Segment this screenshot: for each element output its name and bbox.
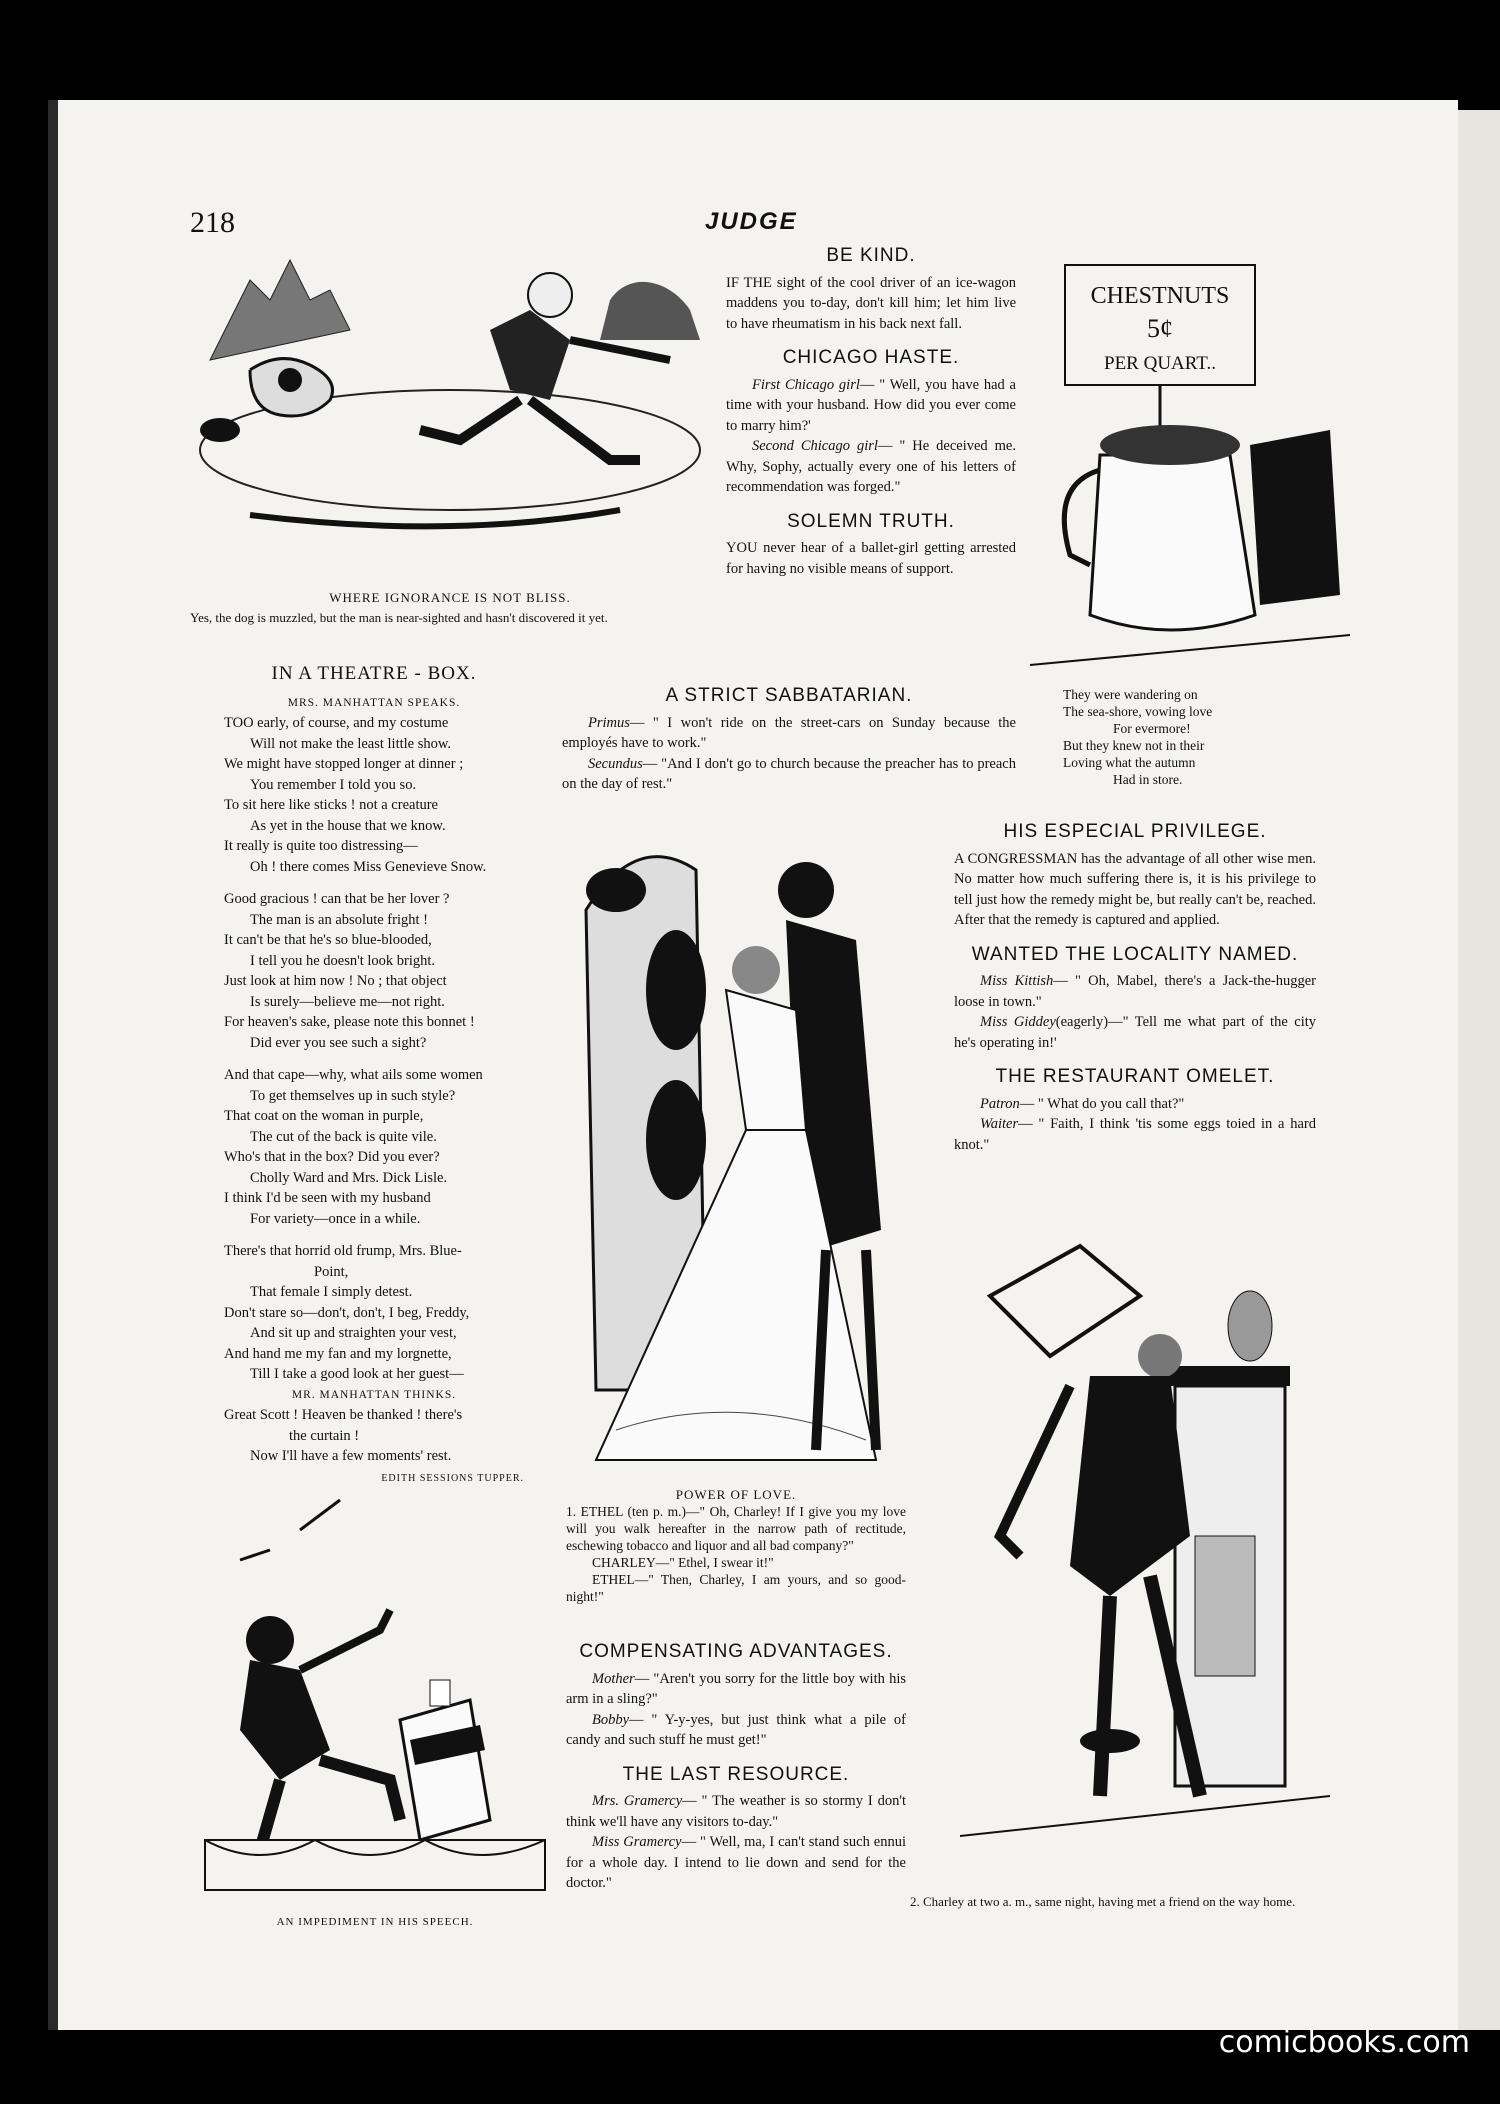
sabbatarian-title: A STRICT SABBATARIAN. [665,685,913,706]
dog-cartoon-caption-block [190,588,710,626]
poem-line: For heaven's sake, please note this bonnet ! [224,1014,475,1030]
speaker: Patron [980,1095,1020,1112]
page-number: 218 [190,206,235,239]
chestnuts-verse [1063,686,1263,788]
dog-cartoon-caption: Yes, the dog is muzzled, but the man is near-sighted and hasn't discovered it yet. [190,609,608,625]
impediment-caption-block [200,1912,550,1933]
poem-line: It really is quite too distressing— [224,838,418,854]
poem-line: the curtain ! [289,1427,360,1444]
poem-line: And hand me my fan and my lorgnette, [224,1345,452,1362]
be-kind-title: BE KIND. [826,245,916,266]
poem-line: As yet in the house that we know. [250,817,446,834]
poem-line: That female I simply detest. [250,1284,413,1300]
dialogue: (eagerly)—" Tell me what part of the city he's operating in!' [954,1014,1317,1051]
verse-line: Loving what the autumn [1063,755,1196,770]
poem-line: TOO early, of course, and my costume [224,715,449,731]
power-of-love-p3: ETHEL—" Then, Charley, I am yours, and so good-night!" [566,1572,906,1604]
poem-line: For variety—once in a while. [250,1210,421,1227]
theatre-box-title: IN A THEATRE - BOX. [271,663,477,684]
chestnuts-sign-line2: 5¢ [1147,314,1173,343]
poem-line: Just look at him now ! No ; that object [224,973,447,989]
charley-caption [910,1894,1330,1910]
dialogue: — " Oh, Mabel, there's a Jack-the-hugger loose in town." [954,973,1316,1010]
dialogue: — " Y-y-yes, but just think what a pile of candy and such stuff he must get!" [566,1711,906,1748]
last-resource-line2 [566,1832,906,1894]
poem-line: Point, [314,1263,349,1280]
poem-line: To sit here like sticks ! not a creature [224,797,438,813]
solemn-truth-text: YOU never hear of a ballet-girl getting arrested for having no visible means of support. [726,540,1016,577]
poem-line: The man is an absolute fright ! [250,911,428,928]
speaker: First Chicago girl [752,376,860,393]
compensating-title: COMPENSATING ADVANTAGES. [579,1641,893,1662]
power-of-love-title: POWER OF LOVE. [675,1487,797,1502]
verse-line: For evermore! [1113,721,1191,736]
omelet-line1 [954,1094,1316,1115]
impediment-illustration [200,1490,550,1910]
right-column [954,822,1316,1155]
lower-middle-column [566,1642,906,1894]
last-resource-line1 [566,1791,906,1832]
dialogue: — " He deceived me. Why, Sophy, actually every one of his letters of recommendation was forged." [726,438,1016,495]
verse-line: The sea-shore, vowing love [1063,704,1213,719]
dialogue: — "Aren't you sorry for the little boy with his arm in a sling?" [566,1670,906,1707]
dialogue: — " What do you call that?" [1019,1095,1185,1112]
poem-line: You remember I told you so. [250,776,417,793]
be-kind-text: IF THE sight of the cool driver of an ice-wagon maddens you to-day, don't kill him; let him live to have rheumatism in his back next fall. [726,274,1016,332]
verse-line: They were wandering on [1063,687,1198,702]
poem-speaker: MR. MANHATTAN THINKS. [291,1388,457,1401]
dialogue: — " Faith, I think 'tis some eggs toied in a hard knot." [954,1116,1316,1153]
poem-line: And that cape—why, what ails some women [224,1067,483,1083]
chicago-haste-line2 [726,436,1016,498]
power-of-love-caption [566,1486,906,1605]
impediment-caption: AN IMPEDIMENT IN HIS SPEECH. [276,1916,474,1928]
dialogue: — " The weather is so stormy I don't think we'll have any visitors to-day." [566,1793,906,1830]
speaker: Bobby [592,1711,630,1728]
locality-title: WANTED THE LOCALITY NAMED. [971,943,1299,965]
compensating-line1 [566,1669,906,1710]
last-resource-title: THE LAST RESOURCE. [622,1763,850,1785]
speaker: Miss Giddey [980,1014,1056,1030]
privilege-title: HIS ESPECIAL PRIVILEGE. [1003,821,1267,842]
poem-line: We might have stopped longer at dinner ; [224,756,464,772]
locality-line2 [954,1012,1316,1053]
masthead: JUDGE [705,208,798,235]
locality-line1 [954,971,1316,1012]
poem-line: To get themselves up in such style? [250,1087,456,1104]
poem-line: There's that horrid old frump, Mrs. Blue- [224,1243,462,1259]
speaker: Mrs. Gramercy [592,1793,683,1809]
speaker: Secundus [588,755,643,772]
poem-line: Is surely—believe me—not right. [250,993,445,1010]
poem-line: Don't stare so—don't, don't, I beg, Freddy, [224,1304,470,1321]
privilege-text: A CONGRESSMAN has the advantage of all other wise men. No matter how much suffering there is, it is his privilege to tell just how the remedy might be, but really can't be, reached. After that the remedy is captured and applied. [954,850,1316,928]
top-middle-column [726,246,1016,579]
theatre-box-poem [224,664,524,1489]
site-watermark: comicbooks.com [1218,2025,1470,2060]
poem-line: Cholly Ward and Mrs. Dick Lisle. [250,1169,448,1186]
sabbatarian-line2 [562,754,1016,795]
sabbatarian-block [562,686,1016,795]
speaker: Primus [588,714,630,731]
poem-line: Now I'll have a few moments' rest. [250,1448,452,1464]
dialogue: — " Well, ma, I can't stand such ennui for a whole day. I intend to lie down and send for the doctor." [566,1834,906,1891]
chestnuts-pitcher-illustration [1030,255,1350,675]
poem-line: Who's that in the box? Did you ever? [224,1149,440,1165]
dog-cartoon-title: WHERE IGNORANCE IS NOT BLISS. [329,590,571,605]
poem-line: Oh ! there comes Miss Genevieve Snow. [250,858,487,875]
poem-line: I tell you he doesn't look bright. [250,952,436,969]
omelet-title: THE RESTAURANT OMELET. [995,1066,1275,1087]
poem-line: Till I take a good look at her guest— [250,1366,464,1382]
poem-line: Good gracious ! can that be her lover ? [224,891,450,907]
poem-line: Did ever you see such a sight? [250,1034,427,1051]
sabbatarian-line1 [562,713,1016,754]
poem-line: And sit up and straighten your vest, [250,1325,457,1341]
dialogue: — " Well, you have had a time with your husband. How did you ever come to marry him?' [726,376,1016,434]
verse-line: Had in store. [1113,772,1183,787]
power-of-love-illustration [576,830,936,1472]
adjacent-page-edge [1458,110,1500,2030]
chestnuts-sign-line1: CHESTNUTS [1090,283,1230,309]
speaker: Miss Gramercy [592,1834,682,1850]
dog-chase-illustration [190,240,710,580]
power-of-love-p2: CHARLEY—" Ethel, I swear it!" [592,1555,774,1570]
poem-line: It can't be that he's so blue-blooded, [224,932,432,948]
solemn-truth-title: SOLEMN TRUTH. [787,510,955,532]
speaker: Waiter [980,1116,1019,1132]
poem-line: That coat on the woman in purple, [224,1108,424,1124]
power-of-love-p1: 1. ETHEL (ten p. m.)—" Oh, Charley! If I give you my love will you walk hereafter in the narrow path of rectitude, eschewing tobacco and liquor and all bad company?" [566,1504,906,1553]
verse-line: But they knew not in their [1063,738,1205,753]
chicago-haste-title: CHICAGO HASTE. [782,347,960,368]
dialogue: — "And I don't go to church because the preacher has to preach on the day of rest." [562,755,1016,792]
compensating-line2 [566,1710,906,1751]
speaker: Mother [592,1670,635,1687]
poem-author: EDITH SESSIONS TUPPER. [381,1472,524,1484]
poem-line: Great Scott ! Heaven be thanked ! there's [224,1407,463,1423]
charley-caption-text: 2. Charley at two a. m., same night, having met a friend on the way home. [910,1894,1296,1909]
chestnuts-sign-line3: PER QUART.. [1104,353,1216,374]
poem-line: The cut of the back is quite vile. [250,1128,437,1145]
poem-speaker: MRS. MANHATTAN SPEAKS. [287,696,461,709]
poem-line: I think I'd be seen with my husband [224,1190,431,1206]
speaker: Miss Kittish [980,973,1054,989]
chicago-haste-line1 [726,375,1016,437]
omelet-line2 [954,1114,1316,1155]
poem-line: Will not make the least little show. [250,735,452,752]
speaker: Second Chicago girl [752,438,878,454]
dialogue: — " I won't ride on the street-cars on Sunday because the employés have to work." [562,714,1016,751]
charley-mantel-illustration [960,1236,1330,1866]
